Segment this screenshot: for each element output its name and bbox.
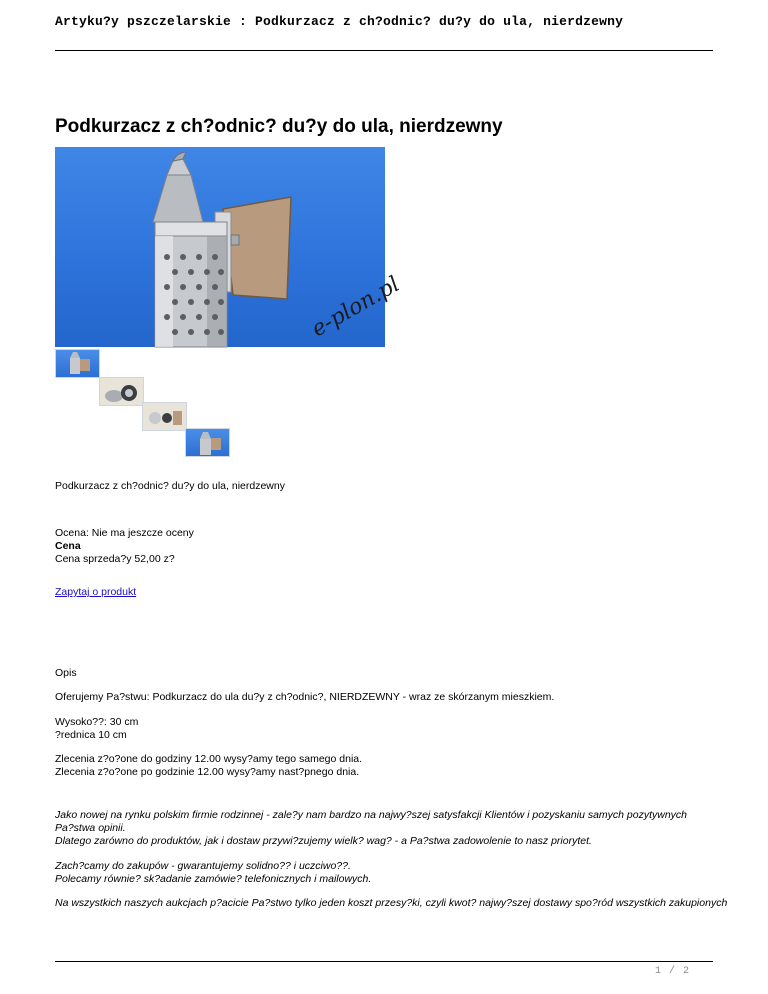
italic-note-3: Zach?camy do zakupów - gwarantujemy solidno?? i uczciwo??.: [55, 860, 351, 872]
price-label: Cena: [55, 540, 81, 552]
page-number: 1 / 2: [654, 966, 690, 977]
spec-height: Wysoko??: 30 cm: [55, 716, 139, 728]
shipping-after-noon: Zlecenia z?o?one po godzinie 12.00 wysy?amy nast?pnego dnia.: [55, 766, 360, 778]
thumbnail-3[interactable]: [142, 402, 187, 431]
description-offer: Oferujemy Pa?stwu: Podkurzacz do ula du?y z ch?odnic?, NIERDZEWNY - wraz ze skórzanym mieszkiem.: [55, 691, 555, 703]
product-title: Podkurzacz z ch?odnic? du?y do ula, nierdzewny: [55, 116, 503, 137]
italic-note-1b: Pa?stwa opinii.: [55, 822, 126, 834]
italic-note-4: Polecamy równie? sk?adanie zamówie? telefonicznych i mailowych.: [55, 873, 372, 885]
watermark-text: e-plon.pl: [307, 271, 405, 343]
italic-note-2: Dlatego zarówno do produktów, jak i dostaw przywi?zujemy wielk? wag? - a Pa?stwa zadowolenie to nasz priorytet.: [55, 835, 592, 847]
thumbnail-4[interactable]: [185, 428, 230, 457]
italic-note-1a: Jako nowej na rynku polskim firmie rodzinnej - zale?y nam bardzo na najwy?szej satysfakcji Klientów i pozyskaniu samych pozytywnych: [55, 809, 688, 821]
product-caption: Podkurzacz z ch?odnic? du?y do ula, nierdzewny: [55, 480, 285, 492]
footer-divider: [55, 961, 713, 962]
header-divider: [55, 50, 713, 51]
rating-text: Ocena: Nie ma jeszcze oceny: [55, 527, 194, 539]
spec-diameter: ?rednica 10 cm: [55, 729, 127, 741]
price-value: Cena sprzeda?y 52,00 z?: [55, 553, 175, 565]
smoker-illustration: [55, 147, 405, 347]
italic-note-5: Na wszystkich naszych aukcjach p?acicie Pa?stwo tylko jeden koszt przesy?ki, czyli kwot? najwy?szej dostawy spo?ród wszystkich zakupionych: [55, 897, 728, 909]
ask-about-product-link[interactable]: Zapytaj o produkt: [55, 586, 137, 598]
shipping-before-noon: Zlecenia z?o?one do godziny 12.00 wysy?amy tego samego dnia.: [55, 753, 363, 765]
thumbnail-1[interactable]: [55, 349, 100, 378]
thumbnail-2[interactable]: [99, 377, 144, 406]
page-header: Artyku?y pszczelarskie : Podkurzacz z ch?odnic? du?y do ula, nierdzewny: [55, 14, 624, 29]
product-image[interactable]: [55, 147, 405, 347]
description-heading: Opis: [55, 667, 77, 679]
